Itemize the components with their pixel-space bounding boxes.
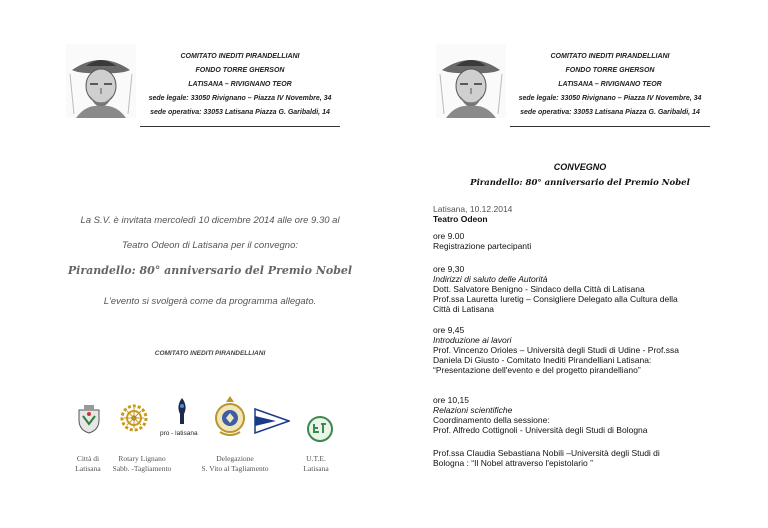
program-location bbox=[433, 204, 723, 224]
sponsor-logos bbox=[68, 394, 348, 444]
invitation-line-1: La S.V. è invitata mercoledì 10 dicembre 2014 alle ore 9.30 al bbox=[80, 215, 340, 226]
program-venue: Teatro Odeon bbox=[433, 214, 488, 224]
letterhead-right bbox=[510, 50, 710, 127]
program-heading: CONVEGNO bbox=[553, 162, 607, 172]
letterhead-left bbox=[140, 50, 340, 127]
session-line: Prof. Vincenzo Orioles – Università degli Studi di Udine - Prof.ssa bbox=[433, 345, 679, 355]
header-fund: FONDO TORRE GHERSON bbox=[565, 67, 655, 74]
session-line: Bologna : “Il Nobel attraverso l'epistolario ” bbox=[433, 458, 593, 468]
invitation-signature: COMITATO INEDITI PIRANDELLIANI bbox=[154, 350, 266, 357]
header-divider bbox=[510, 126, 710, 127]
logo-label-rotary: Rotary Lignano Sabb. -Tagliamento bbox=[112, 454, 172, 473]
logo-label-delegazione: Delegazione S. Vito al Tagliamento bbox=[201, 454, 269, 473]
header-committee: COMITATO INEDITI PIRANDELLIANI bbox=[550, 53, 670, 60]
session-title: Introduzione ai lavori bbox=[433, 335, 512, 345]
header-committee: COMITATO INEDITI PIRANDELLIANI bbox=[180, 53, 300, 60]
program-session-1 bbox=[433, 231, 723, 251]
session-line: Daniela Di Giusto - Comitato Inediti Pirandelliani Latisana: bbox=[433, 355, 652, 365]
invitation-line-2: Teatro Odeon di Latisana per il convegno: bbox=[121, 240, 299, 251]
header-legal-seat: sede legale: 33050 Rivignano – Piazza IV Novembre, 34 bbox=[148, 95, 332, 102]
ute-logo-icon bbox=[306, 416, 334, 442]
delegation-emblem-icon bbox=[214, 394, 246, 438]
pennant-flag-icon bbox=[254, 408, 290, 434]
program-place-date: Latisana, 10.12.2014 bbox=[433, 204, 513, 214]
header-towns: LATISANA – RIVIGNANO TEOR bbox=[188, 81, 292, 88]
session-time: ore 9,45 bbox=[433, 325, 465, 335]
pro-latisana-label: pro - latisana bbox=[160, 430, 198, 437]
session-line: Coordinamento della sessione: bbox=[433, 415, 550, 425]
session-line: Città di Latisana bbox=[433, 304, 494, 314]
invitation-line-3: L'evento si svolgerà come da programma allegato. bbox=[103, 296, 317, 307]
session-time: ore 9.00 bbox=[433, 231, 465, 241]
program-session-5 bbox=[433, 448, 723, 468]
latisana-coat-of-arms-icon bbox=[76, 404, 102, 434]
header-fund: FONDO TORRE GHERSON bbox=[195, 67, 285, 74]
logo-label-ute: U.T.E. Latisana bbox=[303, 454, 329, 473]
header-operative-seat: sede operativa: 33053 Latisana Piazza G. Garibaldi, 14 bbox=[150, 109, 330, 116]
session-line: “Presentazione dell'evento e del progetto pirandelliano” bbox=[433, 365, 641, 375]
header-legal-seat: sede legale: 33050 Rivignano – Piazza IV Novembre, 34 bbox=[518, 95, 702, 102]
session-line: Prof. Alfredo Cottignoli - Università degli Studi di Bologna bbox=[433, 425, 648, 435]
program-session-3 bbox=[433, 325, 723, 375]
session-line: Prof.ssa Lauretta Iuretig – Consigliere Delegato alla Cultura della bbox=[433, 294, 678, 304]
session-text: Registrazione partecipanti bbox=[433, 241, 532, 251]
invitation-title: Pirandello: 80° anniversario del Premio Nobel bbox=[67, 264, 353, 277]
header-towns: LATISANA – RIVIGNANO TEOR bbox=[558, 81, 662, 88]
pirandello-portrait bbox=[436, 44, 506, 118]
program-session-2 bbox=[433, 264, 723, 314]
program-title: Pirandello: 80° anniversario del Premio Nobel bbox=[470, 178, 690, 188]
logo-label-citta: Città di Latisana bbox=[75, 454, 101, 473]
session-line: Prof.ssa Claudia Sebastiana Nobili –Università degli Studi di bbox=[433, 448, 660, 458]
program-session-4 bbox=[433, 395, 723, 435]
rotary-wheel-icon bbox=[120, 404, 148, 432]
session-title: Indirizzi di saluto delle Autorità bbox=[433, 274, 548, 284]
session-time: ore 9,30 bbox=[433, 264, 465, 274]
header-divider bbox=[140, 126, 340, 127]
pro-latisana-logo-icon bbox=[160, 396, 198, 437]
header-operative-seat: sede operativa: 33053 Latisana Piazza G. Garibaldi, 14 bbox=[520, 109, 700, 116]
session-time: ore 10,15 bbox=[433, 395, 469, 405]
session-title: Relazioni scientifiche bbox=[433, 405, 513, 415]
session-line: Dott. Salvatore Benigno - Sindaco della Città di Latisana bbox=[433, 284, 645, 294]
pirandello-portrait bbox=[66, 44, 136, 118]
